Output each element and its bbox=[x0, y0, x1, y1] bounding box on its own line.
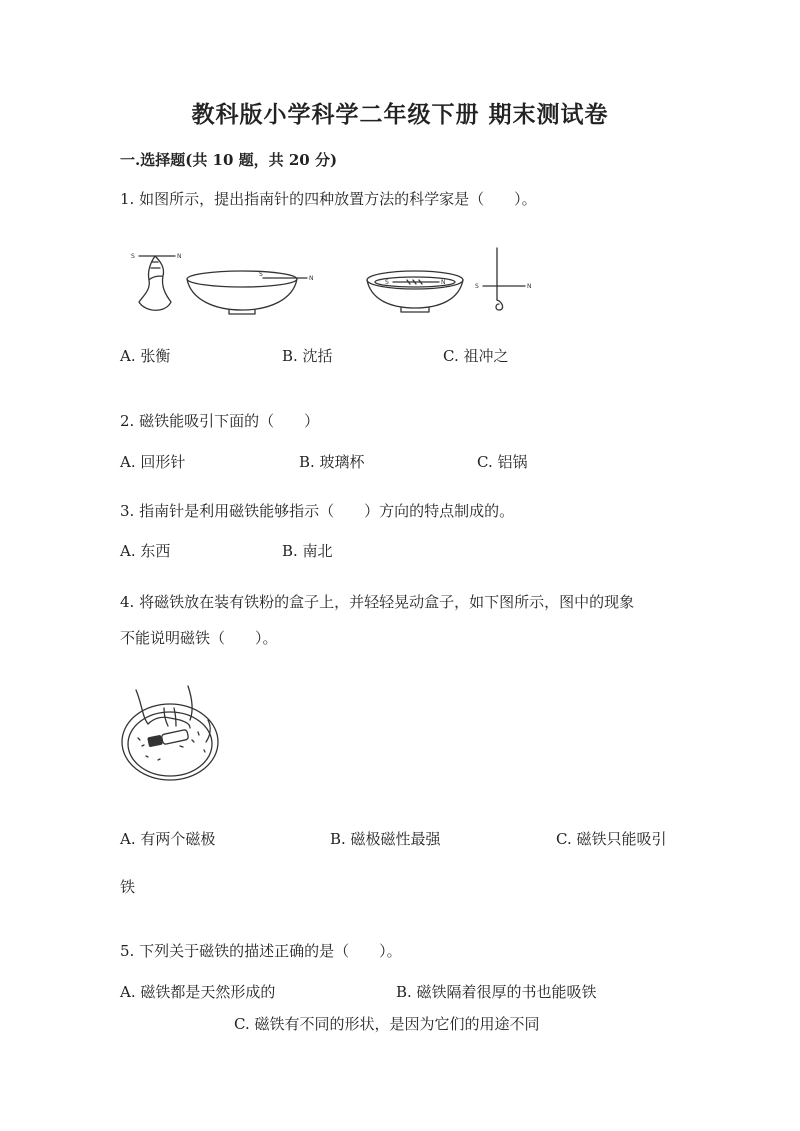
question-5-option-a[interactable]: A. 磁铁都是天然形成的 bbox=[120, 983, 276, 1001]
floating-method-drawing bbox=[367, 271, 463, 312]
question-4-option-a[interactable]: A. 有两个磁极 bbox=[120, 830, 216, 848]
question-4-option-c-continuation: 铁 bbox=[120, 878, 136, 896]
question-4-stem-line-2: 不能说明磁铁（ ）。 bbox=[120, 629, 278, 647]
question-2-option-b[interactable]: B. 玻璃杯 bbox=[299, 453, 365, 471]
compass-placement-methods-figure bbox=[125, 240, 545, 320]
question-3-stem: 3. 指南针是利用磁铁能够指示（ ）方向的特点制成的。 bbox=[120, 502, 515, 520]
label-n-2: N bbox=[309, 275, 314, 282]
label-n-4: N bbox=[527, 283, 532, 290]
fingernail-method-drawing bbox=[131, 253, 182, 310]
question-4-stem-line-1: 4. 将磁铁放在装有铁粉的盒子上，并轻轻晃动盒子，如下图所示，图中的现象 bbox=[120, 593, 635, 611]
hanging-thread-method-drawing bbox=[475, 248, 532, 310]
question-2-option-a[interactable]: A. 回形针 bbox=[120, 453, 186, 471]
question-2-option-c[interactable]: C. 铝锅 bbox=[477, 453, 528, 471]
page-title: 教科版小学科学二年级下册 期末测试卷 bbox=[191, 101, 609, 128]
label-s-2: S bbox=[259, 271, 263, 278]
question-1-option-a[interactable]: A. 张衡 bbox=[120, 347, 171, 365]
section-heading: 一.选择题(共 10 题，共 20 分) bbox=[120, 151, 338, 169]
question-1-option-c[interactable]: C. 祖冲之 bbox=[443, 347, 509, 365]
bowl-rim-method-drawing bbox=[187, 271, 314, 314]
question-3-option-a[interactable]: A. 东西 bbox=[120, 542, 171, 560]
label-s-4: S bbox=[475, 283, 479, 290]
question-1-stem: 1. 如图所示，提出指南针的四种放置方法的科学家是（ ）。 bbox=[120, 190, 537, 208]
question-5-stem: 5. 下列关于磁铁的描述正确的是（ ）。 bbox=[120, 942, 402, 960]
question-5-option-c[interactable]: C. 磁铁有不同的形状，是因为它们的用途不同 bbox=[234, 1015, 540, 1033]
question-3-option-b[interactable]: B. 南北 bbox=[282, 542, 333, 560]
question-5-option-b[interactable]: B. 磁铁隔着很厚的书也能吸铁 bbox=[396, 983, 597, 1001]
magnet-iron-filings-figure bbox=[118, 680, 228, 790]
label-n-3: N bbox=[441, 279, 446, 286]
label-s-3: S bbox=[385, 279, 389, 286]
label-s-1: S bbox=[131, 253, 135, 260]
question-4-option-c[interactable]: C. 磁铁只能吸引 bbox=[556, 830, 667, 848]
question-4-option-b[interactable]: B. 磁极磁性最强 bbox=[330, 830, 441, 848]
question-2-stem: 2. 磁铁能吸引下面的（ ） bbox=[120, 412, 320, 430]
question-1-option-b[interactable]: B. 沈括 bbox=[282, 347, 333, 365]
label-n-1: N bbox=[177, 253, 182, 260]
